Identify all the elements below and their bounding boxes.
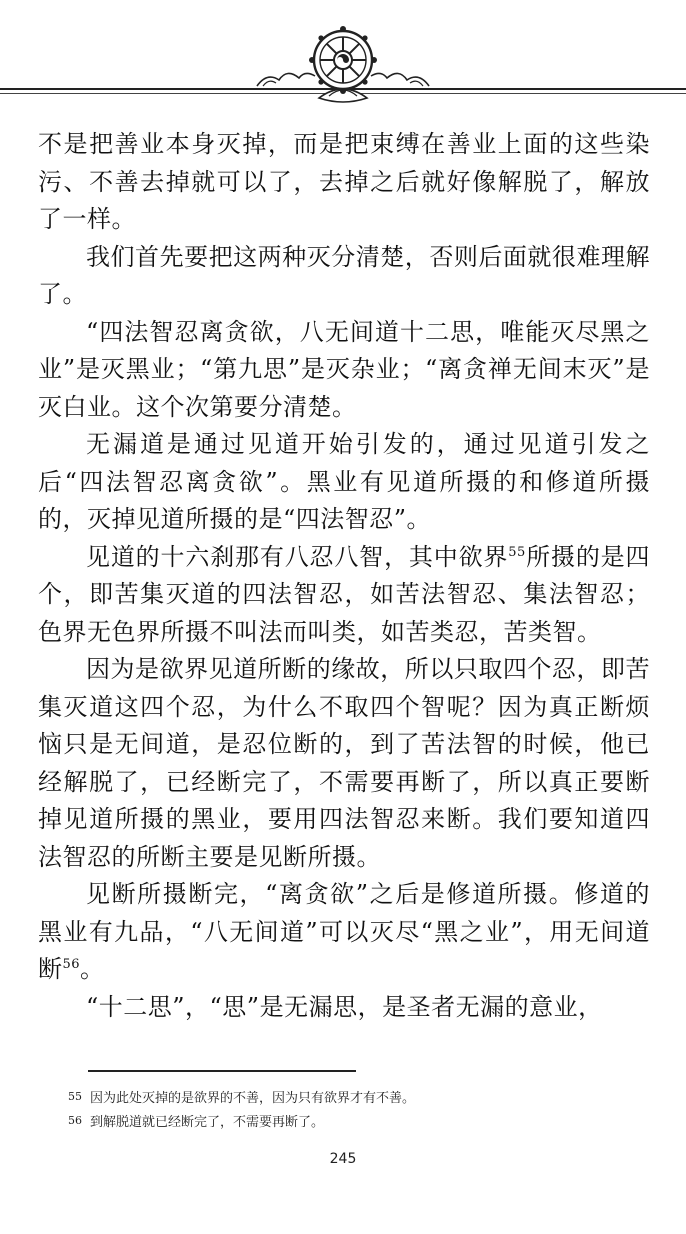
page-number: 245 <box>329 1151 357 1167</box>
footnote-number: 56 <box>68 1114 82 1127</box>
footnote-text: 到解脱道就已经断完了，不需要再断了。 <box>90 1115 325 1130</box>
footnotes <box>68 1086 648 1134</box>
footnote <box>68 1110 648 1134</box>
footnote-ref[interactable]: 56 <box>62 957 81 972</box>
footnote-ref[interactable]: 55 <box>508 544 526 560</box>
dharma-wheel-icon <box>253 20 433 108</box>
paragraph: 因为是欲界见道所断的缘故，所以只取四个忍，即苦集灭道这四个忍，为什么不取四个智呢？因为真正断烦恼只是无间道，是忍位断的，到了苦法智的时候，他已经解脱了，已经断完了，不需要再断了，所以真正要断掉见道所摄的黑业，要用四法智忍来断。我们要知道四法智忍的所断主要是见断所摄。 <box>38 655 650 871</box>
body-text <box>38 126 650 1026</box>
paragraph: “十二思”，“思”是无漏思，是圣者无漏的意业， <box>86 992 603 1021</box>
paragraph <box>38 876 650 989</box>
paragraph: 我们首先要把这两种灭分清楚，否则后面就很难理解了。 <box>38 242 650 308</box>
footnote-number: 55 <box>68 1090 82 1103</box>
paragraph-text: 所摄的是四个，即苦集灭道的四法智忍，如苦法智忍、集法智忍；色界无色界所摄不叫法而叫类，如苦类忍，苦类智。 <box>38 542 651 646</box>
footnote <box>68 1086 648 1110</box>
paragraph-text: 。 <box>80 955 105 983</box>
paragraph: “四法智忍离贪欲，八无间道十二思，唯能灭尽黑之业”是灭黑业；“第九思”是灭杂业；“离贪禅无间末灭”是灭白业。这个次第要分清楚。 <box>38 317 650 421</box>
paragraph: 无漏道是通过见道开始引发的，通过见道引发之后“四法智忍离贪欲”。黑业有见道所摄的和修道所摄的，灭掉见道所摄的是“四法智忍”。 <box>38 430 650 533</box>
footnote-text: 因为此处灭掉的是欲界的不善，因为只有欲界才有不善。 <box>90 1091 416 1106</box>
paragraph: 不是把善业本身灭掉，而是把束缚在善业上面的这些染污、不善去掉就可以了，去掉之后就好像解脱了，解放了一样。 <box>38 130 650 233</box>
paragraph-text: 见断所摄断完，“离贪欲”之后是修道所摄。修道的黑业有九品，“八无间道”可以灭尽“黑之业”，用无间道断 <box>38 880 650 983</box>
footnote-rule <box>88 1070 356 1072</box>
paragraph-text: 见道的十六刹那有八忍八智，其中欲界 <box>86 542 509 571</box>
paragraph <box>38 539 650 652</box>
